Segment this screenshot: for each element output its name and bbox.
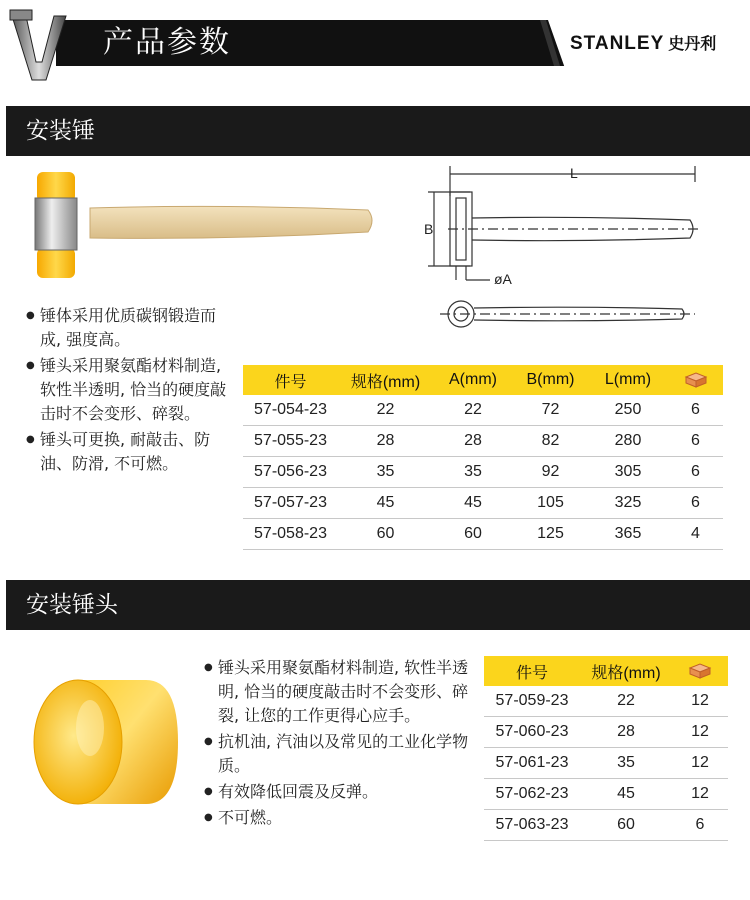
col-size: 规格(mm) bbox=[338, 365, 433, 395]
table-row bbox=[243, 488, 723, 519]
package-box-icon bbox=[688, 663, 712, 679]
hammer-head-image bbox=[28, 672, 186, 812]
package-box-icon bbox=[684, 372, 708, 388]
cell: 57-054-23 bbox=[243, 395, 338, 426]
col-box-qty bbox=[672, 656, 728, 686]
col-size: 规格(mm) bbox=[580, 656, 672, 686]
section-header-hammer-head bbox=[6, 580, 750, 630]
feature-item: ● 有效降低回震及反弹。 bbox=[204, 780, 474, 804]
cell: 28 bbox=[338, 426, 433, 457]
feature-item: ● 不可燃。 bbox=[204, 806, 474, 830]
hammer-features bbox=[26, 304, 236, 478]
brand-logo bbox=[570, 31, 716, 55]
col-part-no: 件号 bbox=[484, 656, 580, 686]
feature-item: ● 锤头可更换, 耐敲击、防油、防滑, 不可燃。 bbox=[26, 428, 236, 476]
cell: 22 bbox=[338, 395, 433, 426]
v-hammer-logo-icon bbox=[8, 6, 70, 84]
table-row bbox=[484, 779, 728, 810]
cell: 22 bbox=[433, 395, 513, 426]
cell: 60 bbox=[433, 519, 513, 550]
cell: 35 bbox=[580, 748, 672, 779]
table-row bbox=[484, 810, 728, 841]
table-row bbox=[243, 426, 723, 457]
top-banner bbox=[0, 0, 750, 88]
cell: 57-063-23 bbox=[484, 810, 580, 841]
feature-item: ● 锤头采用聚氨酯材料制造, 软性半透明, 恰当的硬度敲击时不会变形、碎裂, 让您的工作更得心应手。 bbox=[204, 656, 474, 728]
cell: 6 bbox=[668, 457, 723, 488]
cell: 28 bbox=[433, 426, 513, 457]
col-box-qty bbox=[668, 365, 723, 395]
feature-item: ● 锤体采用优质碳钢锻造而成, 强度高。 bbox=[26, 304, 236, 352]
cell: 12 bbox=[672, 686, 728, 717]
table-row bbox=[243, 457, 723, 488]
dimension-label-b: B bbox=[424, 221, 434, 237]
cell: 57-055-23 bbox=[243, 426, 338, 457]
cell: 325 bbox=[588, 488, 668, 519]
brand-name: STANLEY bbox=[570, 33, 665, 54]
table-row bbox=[484, 748, 728, 779]
section-title: 安装锤头 bbox=[26, 592, 118, 618]
col-l: L(mm) bbox=[588, 365, 668, 395]
cell: 57-060-23 bbox=[484, 717, 580, 748]
brand-name-cn: 史丹利 bbox=[668, 36, 717, 53]
col-a: A(mm) bbox=[433, 365, 513, 395]
cell: 60 bbox=[580, 810, 672, 841]
cell: 72 bbox=[513, 395, 588, 426]
cell: 12 bbox=[672, 748, 728, 779]
feature-item: ● 锤头采用聚氨酯材料制造, 软性半透明, 恰当的硬度敲击时不会变形、碎裂。 bbox=[26, 354, 236, 426]
cell: 35 bbox=[338, 457, 433, 488]
cell: 125 bbox=[513, 519, 588, 550]
cell: 82 bbox=[513, 426, 588, 457]
table-row bbox=[484, 717, 728, 748]
cell: 4 bbox=[668, 519, 723, 550]
cell: 57-058-23 bbox=[243, 519, 338, 550]
cell: 105 bbox=[513, 488, 588, 519]
cell: 12 bbox=[672, 717, 728, 748]
cell: 57-056-23 bbox=[243, 457, 338, 488]
cell: 250 bbox=[588, 395, 668, 426]
cell: 60 bbox=[338, 519, 433, 550]
table-row bbox=[243, 519, 723, 550]
section-title: 安装锤 bbox=[26, 118, 95, 144]
cell: 28 bbox=[580, 717, 672, 748]
page-title: 产品参数 bbox=[103, 25, 231, 60]
col-part-no: 件号 bbox=[243, 365, 338, 395]
cell: 57-062-23 bbox=[484, 779, 580, 810]
cell: 45 bbox=[433, 488, 513, 519]
table-header-row bbox=[484, 656, 728, 686]
table-row bbox=[484, 686, 728, 717]
cell: 35 bbox=[433, 457, 513, 488]
cell: 57-059-23 bbox=[484, 686, 580, 717]
hammer-image bbox=[30, 168, 380, 286]
hammer-head-features bbox=[204, 656, 474, 832]
cell: 305 bbox=[588, 457, 668, 488]
cell: 57-057-23 bbox=[243, 488, 338, 519]
cell: 6 bbox=[668, 426, 723, 457]
dimension-diagram bbox=[420, 162, 710, 342]
dimension-label-a: øA bbox=[494, 271, 512, 287]
cell: 45 bbox=[338, 488, 433, 519]
hammer-spec-table bbox=[243, 365, 723, 550]
table-row bbox=[243, 395, 723, 426]
cell: 22 bbox=[580, 686, 672, 717]
hammer-head-spec-table bbox=[484, 656, 728, 841]
dimension-label-l: L bbox=[570, 165, 578, 181]
cell: 45 bbox=[580, 779, 672, 810]
cell: 6 bbox=[668, 488, 723, 519]
cell: 57-061-23 bbox=[484, 748, 580, 779]
cell: 6 bbox=[668, 395, 723, 426]
col-b: B(mm) bbox=[513, 365, 588, 395]
cell: 6 bbox=[672, 810, 728, 841]
cell: 280 bbox=[588, 426, 668, 457]
cell: 365 bbox=[588, 519, 668, 550]
cell: 12 bbox=[672, 779, 728, 810]
cell: 92 bbox=[513, 457, 588, 488]
section-header-hammer bbox=[6, 106, 750, 156]
table-header-row bbox=[243, 365, 723, 395]
feature-item: ● 抗机油, 汽油以及常见的工业化学物质。 bbox=[204, 730, 474, 778]
